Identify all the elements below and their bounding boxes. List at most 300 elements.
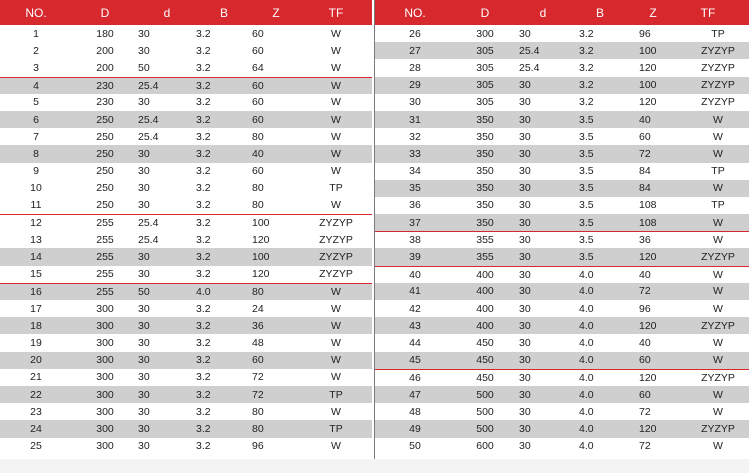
table-row [0,214,372,231]
cell-bore: 25.4 [519,44,540,57]
cell-outer-diameter: 255 [96,233,114,246]
cell-teeth: 72 [639,147,651,160]
cell-no: 6 [33,113,39,126]
table-row [375,128,749,145]
cell-no: 18 [30,319,42,332]
cell-outer-diameter: 250 [96,113,114,126]
cell-teeth: 60 [252,354,264,367]
cell-bore: 30 [519,388,531,401]
cell-outer-diameter: 355 [476,251,494,264]
cell-tooth-form: ZYZYP [701,61,735,74]
cell-teeth: 80 [252,405,264,418]
cell-outer-diameter: 400 [476,268,494,281]
table-row [375,352,749,369]
left-table-body [0,25,372,455]
cell-thickness: 3.2 [196,130,211,143]
cell-no: 47 [409,388,421,401]
table-row [375,438,749,455]
cell-thickness: 3.2 [196,96,211,109]
table-row [375,163,749,180]
cell-no: 29 [409,79,421,92]
cell-thickness: 4.0 [579,371,594,384]
cell-no: 37 [409,216,421,229]
cell-outer-diameter: 255 [96,285,114,298]
cell-thickness: 3.2 [196,113,211,126]
cell-bore: 30 [519,96,531,109]
table-row [375,266,749,283]
cell-teeth: 24 [252,302,264,315]
cell-bore: 30 [519,268,531,281]
table-row [0,248,372,265]
table-row [375,369,749,386]
cell-no: 1 [33,27,39,40]
header-tf: TF [328,5,344,20]
cell-outer-diameter: 400 [476,302,494,315]
cell-thickness: 3.2 [196,233,211,246]
cell-bore: 30 [138,302,150,315]
cell-thickness: 3.2 [196,440,211,453]
table-row [0,334,372,351]
cell-bore: 25.4 [519,61,540,74]
cell-bore: 50 [138,285,150,298]
cell-tooth-form: W [713,354,723,367]
cell-no: 22 [30,388,42,401]
cell-thickness: 3.2 [196,336,211,349]
cell-teeth: 60 [252,113,264,126]
cell-outer-diameter: 255 [96,268,114,281]
cell-thickness: 3.2 [196,147,211,160]
cell-thickness: 4.0 [579,388,594,401]
table-row [0,25,372,42]
cell-tooth-form: W [331,61,341,74]
table-row [0,317,372,334]
cell-outer-diameter: 350 [476,147,494,160]
cell-teeth: 100 [639,44,657,57]
cell-tooth-form: ZYZYP [701,96,735,109]
cell-tooth-form: W [713,113,723,126]
cell-no: 48 [409,405,421,418]
cell-thickness: 3.2 [196,405,211,418]
cell-no: 3 [33,61,39,74]
cell-outer-diameter: 300 [96,405,114,418]
table-row [375,231,749,248]
cell-bore: 30 [519,165,531,178]
cell-thickness: 3.2 [196,251,211,264]
cell-tooth-form: W [713,147,723,160]
cell-outer-diameter: 300 [96,354,114,367]
cell-teeth: 40 [252,147,264,160]
cell-bore: 30 [138,354,150,367]
cell-bore: 30 [138,440,150,453]
cell-no: 14 [30,251,42,264]
cell-thickness: 4.0 [579,302,594,315]
cell-bore: 30 [138,199,150,212]
cell-bore: 30 [519,147,531,160]
table-row [0,300,372,317]
cell-teeth: 108 [639,216,657,229]
cell-outer-diameter: 355 [476,234,494,247]
table-row [375,145,749,162]
cell-no: 26 [409,27,421,40]
cell-thickness: 3.2 [196,268,211,281]
cell-outer-diameter: 600 [476,440,494,453]
table-row [0,145,372,162]
cell-teeth: 60 [252,96,264,109]
cell-outer-diameter: 400 [476,319,494,332]
cell-outer-diameter: 250 [96,130,114,143]
cell-tooth-form: W [713,268,723,281]
cell-thickness: 3.5 [579,251,594,264]
cell-teeth: 96 [252,440,264,453]
cell-no: 4 [33,79,39,92]
cell-teeth: 72 [639,405,651,418]
cell-tooth-form: W [331,336,341,349]
table-row [0,94,372,111]
cell-no: 13 [30,233,42,246]
cell-no: 15 [30,268,42,281]
cell-tooth-form: ZYZYP [701,44,735,57]
cell-teeth: 120 [639,61,657,74]
cell-teeth: 40 [639,336,651,349]
cell-bore: 30 [138,165,150,178]
cell-outer-diameter: 350 [476,113,494,126]
cell-thickness: 4.0 [579,319,594,332]
cell-tooth-form: ZYZYP [701,371,735,384]
table-row [0,266,372,283]
cell-thickness: 4.0 [579,405,594,418]
cell-thickness: 3.2 [196,388,211,401]
cell-tooth-form: ZYZYP [319,251,353,264]
cell-teeth: 60 [252,79,264,92]
cell-tooth-form: W [713,388,723,401]
table-row [0,163,372,180]
cell-thickness: 3.5 [579,113,594,126]
cell-bore: 25.4 [138,113,159,126]
cell-outer-diameter: 450 [476,354,494,367]
bottom-margin [0,459,749,473]
cell-no: 20 [30,354,42,367]
left-table [0,0,372,455]
cell-bore: 30 [138,336,150,349]
cell-no: 9 [33,165,39,178]
cell-bore: 30 [519,79,531,92]
table-row [375,317,749,334]
cell-bore: 30 [138,27,150,40]
cell-tooth-form: W [331,371,341,384]
table-row [375,180,749,197]
cell-outer-diameter: 300 [96,440,114,453]
cell-bore: 25.4 [138,217,159,230]
cell-teeth: 36 [639,234,651,247]
cell-tooth-form: TP [329,422,343,435]
table-row [0,420,372,437]
cell-tooth-form: W [713,182,723,195]
cell-no: 50 [409,440,421,453]
cell-teeth: 80 [252,182,264,195]
header-z: Z [649,5,657,20]
cell-bore: 30 [519,234,531,247]
cell-bore: 30 [519,199,531,212]
cell-tooth-form: TP [329,388,343,401]
cell-tooth-form: ZYZYP [701,79,735,92]
cell-outer-diameter: 305 [476,79,494,92]
cell-thickness: 3.2 [196,217,211,230]
cell-outer-diameter: 230 [96,79,114,92]
table-row [0,197,372,214]
cell-no: 41 [409,285,421,298]
cell-teeth: 120 [639,371,657,384]
cell-outer-diameter: 450 [476,336,494,349]
cell-bore: 30 [519,405,531,418]
cell-thickness: 4.0 [196,285,211,298]
cell-bore: 30 [138,371,150,384]
cell-bore: 30 [519,285,531,298]
cell-bore: 30 [519,422,531,435]
table-row [0,369,372,386]
cell-no: 2 [33,44,39,57]
cell-teeth: 60 [639,354,651,367]
cell-bore: 30 [519,302,531,315]
cell-teeth: 72 [252,371,264,384]
cell-bore: 30 [138,319,150,332]
cell-no: 17 [30,302,42,315]
cell-outer-diameter: 300 [96,319,114,332]
cell-no: 25 [30,440,42,453]
table-row [0,42,372,59]
cell-bore: 30 [519,371,531,384]
cell-bore: 30 [519,336,531,349]
cell-thickness: 3.2 [579,79,594,92]
cell-teeth: 72 [639,285,651,298]
cell-teeth: 120 [639,422,657,435]
cell-outer-diameter: 250 [96,147,114,160]
cell-teeth: 100 [639,79,657,92]
cell-tooth-form: W [713,336,723,349]
cell-thickness: 3.2 [196,165,211,178]
table-row [375,283,749,300]
cell-teeth: 60 [252,165,264,178]
cell-tooth-form: W [713,234,723,247]
cell-no: 39 [409,251,421,264]
cell-no: 23 [30,405,42,418]
table-row [0,180,372,197]
header-d-outer: D [480,5,490,20]
cell-bore: 50 [138,61,150,74]
table-row [375,214,749,231]
cell-thickness: 3.2 [196,27,211,40]
cell-thickness: 3.2 [579,27,594,40]
cell-teeth: 120 [252,268,270,281]
table-row [375,94,749,111]
cell-thickness: 3.5 [579,147,594,160]
cell-no: 33 [409,147,421,160]
table-row [0,77,372,94]
cell-tooth-form: W [331,405,341,418]
cell-bore: 30 [138,251,150,264]
cell-thickness: 4.0 [579,285,594,298]
cell-no: 27 [409,44,421,57]
cell-teeth: 120 [639,319,657,332]
cell-thickness: 3.5 [579,234,594,247]
cell-bore: 30 [519,440,531,453]
cell-tooth-form: W [713,130,723,143]
cell-no: 7 [33,130,39,143]
cell-bore: 30 [138,44,150,57]
cell-teeth: 80 [252,130,264,143]
cell-outer-diameter: 400 [476,285,494,298]
cell-bore: 25.4 [138,130,159,143]
cell-no: 24 [30,422,42,435]
cell-tooth-form: W [713,405,723,418]
header-d-bore: d [163,5,171,20]
cell-outer-diameter: 230 [96,96,114,109]
cell-teeth: 40 [639,113,651,126]
cell-bore: 30 [138,96,150,109]
cell-outer-diameter: 350 [476,199,494,212]
cell-outer-diameter: 180 [96,27,114,40]
table-row [375,42,749,59]
cell-bore: 25.4 [138,79,159,92]
cell-tooth-form: ZYZYP [701,422,735,435]
cell-teeth: 60 [252,44,264,57]
cell-teeth: 80 [252,422,264,435]
left-table-header [0,0,372,25]
cell-outer-diameter: 500 [476,422,494,435]
cell-no: 42 [409,302,421,315]
cell-outer-diameter: 305 [476,96,494,109]
cell-teeth: 100 [252,217,270,230]
cell-tooth-form: W [331,199,341,212]
cell-tooth-form: W [331,79,341,92]
cell-teeth: 96 [639,27,651,40]
cell-teeth: 64 [252,61,264,74]
cell-teeth: 108 [639,199,657,212]
cell-tooth-form: W [331,354,341,367]
cell-no: 43 [409,319,421,332]
cell-bore: 30 [138,388,150,401]
cell-tooth-form: W [331,44,341,57]
cell-thickness: 4.0 [579,354,594,367]
cell-tooth-form: TP [711,165,725,178]
table-row [0,283,372,300]
cell-outer-diameter: 350 [476,182,494,195]
cell-no: 31 [409,113,421,126]
table-row [375,59,749,76]
table-row [375,420,749,437]
cell-teeth: 60 [639,388,651,401]
cell-no: 36 [409,199,421,212]
cell-bore: 30 [138,422,150,435]
cell-bore: 30 [138,147,150,160]
cell-tooth-form: W [331,130,341,143]
cell-tooth-form: TP [329,182,343,195]
header-b: B [219,5,228,20]
cell-outer-diameter: 200 [96,61,114,74]
header-d-outer: D [100,5,110,20]
cell-teeth: 72 [639,440,651,453]
cell-no: 16 [30,285,42,298]
cell-thickness: 3.2 [196,199,211,212]
table-row [375,111,749,128]
cell-teeth: 60 [639,130,651,143]
cell-tooth-form: W [331,440,341,453]
cell-tooth-form: TP [711,27,725,40]
cell-tooth-form: W [713,216,723,229]
right-table [375,0,749,455]
cell-thickness: 3.2 [196,182,211,195]
cell-teeth: 72 [252,388,264,401]
cell-bore: 30 [519,182,531,195]
cell-tooth-form: W [331,96,341,109]
cell-no: 32 [409,130,421,143]
cell-thickness: 3.2 [196,319,211,332]
table-row [0,438,372,455]
right-table-body [375,25,749,455]
cell-tooth-form: ZYZYP [319,217,353,230]
cell-tooth-form: W [331,165,341,178]
header-tf: TF [700,5,716,20]
cell-no: 8 [33,147,39,160]
cell-thickness: 3.2 [196,422,211,435]
cell-thickness: 3.2 [196,61,211,74]
cell-thickness: 3.5 [579,165,594,178]
cell-thickness: 4.0 [579,422,594,435]
table-row [375,334,749,351]
cell-bore: 30 [519,130,531,143]
table-row [375,403,749,420]
cell-tooth-form: W [331,319,341,332]
cell-tooth-form: TP [711,199,725,212]
table-row [375,25,749,42]
cell-teeth: 84 [639,165,651,178]
cell-no: 46 [409,371,421,384]
cell-outer-diameter: 255 [96,217,114,230]
table-row [0,386,372,403]
cell-teeth: 120 [639,251,657,264]
cell-bore: 30 [519,319,531,332]
cell-no: 11 [30,199,42,212]
cell-tooth-form: W [331,285,341,298]
cell-outer-diameter: 300 [96,371,114,384]
cell-outer-diameter: 250 [96,182,114,195]
cell-thickness: 3.5 [579,182,594,195]
cell-no: 12 [30,217,42,230]
header-no: NO. [25,5,47,20]
cell-no: 34 [409,165,421,178]
header-b: B [595,5,604,20]
table-row [0,128,372,145]
cell-no: 19 [30,336,42,349]
table-row [0,59,372,76]
table-row [0,352,372,369]
cell-bore: 30 [519,251,531,264]
table-row [375,197,749,214]
cell-outer-diameter: 300 [96,388,114,401]
cell-no: 44 [409,336,421,349]
cell-thickness: 3.2 [579,44,594,57]
cell-teeth: 100 [252,251,270,264]
cell-thickness: 4.0 [579,440,594,453]
cell-outer-diameter: 200 [96,44,114,57]
cell-tooth-form: ZYZYP [701,319,735,332]
cell-outer-diameter: 305 [476,61,494,74]
cell-bore: 30 [519,113,531,126]
cell-outer-diameter: 350 [476,165,494,178]
header-z: Z [272,5,280,20]
cell-bore: 30 [138,405,150,418]
cell-tooth-form: W [713,302,723,315]
cell-tooth-form: W [331,113,341,126]
